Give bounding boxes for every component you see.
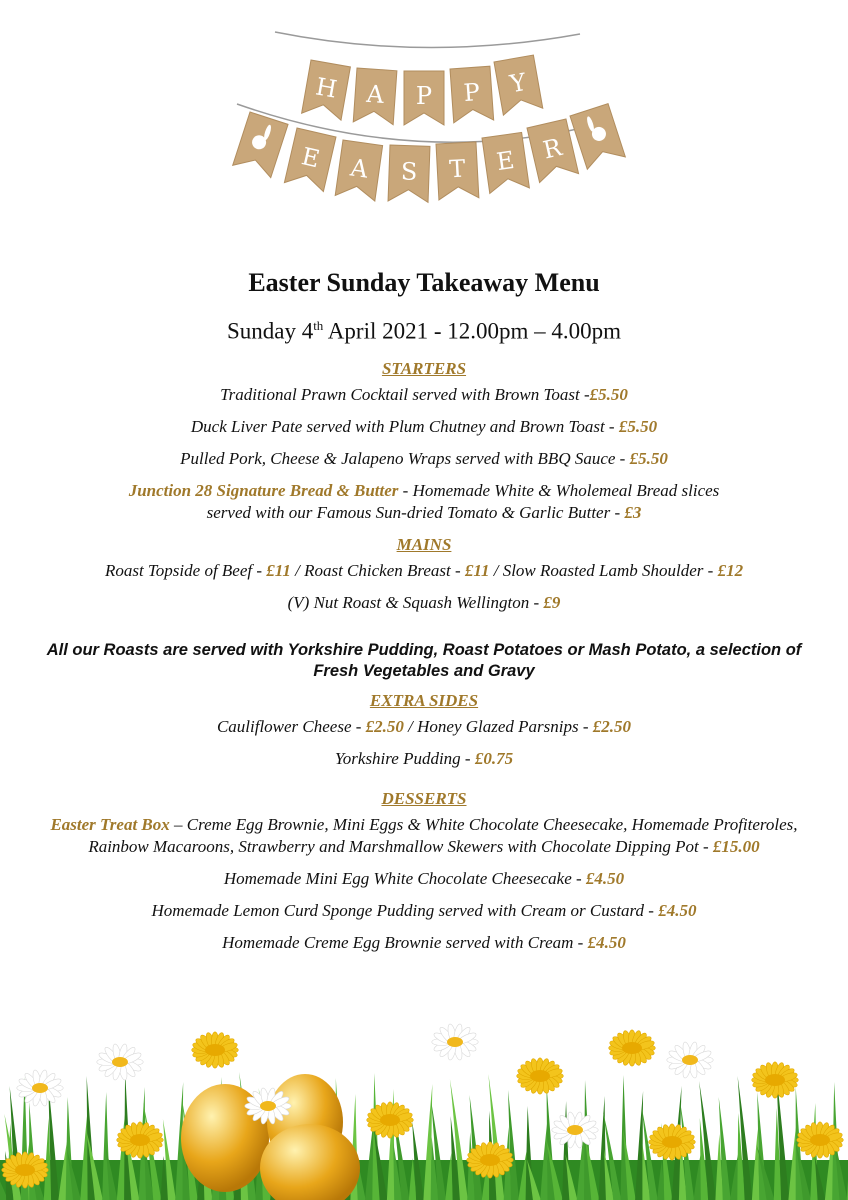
item-price: £11 xyxy=(266,560,291,580)
starters-heading: STARTERS xyxy=(381,358,467,378)
desserts-heading: DESSERTS xyxy=(381,788,467,808)
menu-item: Homemade Lemon Curd Sponge Pudding served with Cream or Custard - £4.50 xyxy=(151,900,697,920)
flag-letter: R xyxy=(540,133,565,165)
flag-letter: Y xyxy=(507,67,529,99)
item-price: £4.50 xyxy=(658,900,697,920)
menu-item: Roast Topside of Beef - £11 / Roast Chicken Breast - £11 / Slow Roasted Lamb Shoulder - £12 xyxy=(104,560,744,580)
grass-blade xyxy=(635,1091,643,1200)
menu-item: Homemade Creme Egg Brownie served with Cream - £4.50 xyxy=(222,932,626,952)
item-price: £5.50 xyxy=(618,416,658,436)
item-price: £15.00 xyxy=(712,836,760,856)
daisy-flower xyxy=(97,1043,143,1080)
flag-letter: T xyxy=(448,154,467,184)
daisy-flower xyxy=(667,1041,713,1078)
grass-flowers-eggs-decoration xyxy=(0,1010,848,1200)
item-price: £0.75 xyxy=(474,748,514,768)
flag-letter: A xyxy=(365,79,385,109)
item-price: £2.50 xyxy=(592,716,632,736)
dandelion-flower xyxy=(192,1032,239,1069)
flag-letter: E xyxy=(298,142,323,174)
menu-item-signature-bread: Junction 28 Signature Bread & Butter - Homemade White & Wholemeal Bread slices served with our Famous Sun-dried Tomato & Garlic Butter - £3 xyxy=(128,480,720,522)
menu-item: Duck Liver Pate served with Plum Chutney and Brown Toast - £5.50 xyxy=(190,416,658,436)
flag-letter: S xyxy=(400,157,418,186)
menu-date-time: Sunday 4th April 2021 - 12.00pm – 4.00pm xyxy=(226,318,622,344)
daisy-flower xyxy=(552,1111,598,1148)
menu-item: (V) Nut Roast & Squash Wellington - £9 xyxy=(287,592,561,612)
dandelion-flower xyxy=(517,1058,564,1095)
dandelion-flower xyxy=(752,1062,799,1099)
bunting-row-easter xyxy=(233,104,626,203)
item-price: £3 xyxy=(624,502,642,522)
item-price: £9 xyxy=(543,592,561,612)
menu-title: Easter Sunday Takeaway Menu xyxy=(248,268,600,297)
menu-item: Yorkshire Pudding - £0.75 xyxy=(334,748,514,768)
menu-item: Homemade Mini Egg White Chocolate Cheesecake - £4.50 xyxy=(223,868,625,888)
flag-letter: H xyxy=(313,72,340,104)
menu-content xyxy=(0,262,848,964)
menu-item: Pulled Pork, Cheese & Jalapeno Wraps served with BBQ Sauce - £5.50 xyxy=(180,448,668,468)
item-price: £5.50 xyxy=(629,448,668,468)
dandelion-flower xyxy=(649,1124,696,1161)
daisy-flower xyxy=(17,1069,63,1106)
dandelion-flower xyxy=(609,1030,656,1067)
bunting-row-happy xyxy=(302,55,543,125)
item-price: £2.50 xyxy=(365,716,404,736)
flag-letter: P xyxy=(415,82,433,110)
item-price: £12 xyxy=(717,560,744,580)
menu-item: Traditional Prawn Cocktail served with Brown Toast -£5.50 xyxy=(220,384,628,404)
roasts-note: All our Roasts are served with Yorkshire Pudding, Roast Potatoes or Mash Potato, a selection of Fresh Vegetables and Gravy xyxy=(46,640,802,680)
flag-letter: P xyxy=(462,78,481,108)
extra-sides-heading: EXTRA SIDES xyxy=(369,690,479,710)
happy-easter-bunting xyxy=(0,0,848,250)
menu-item: Cauliflower Cheese - £2.50 / Honey Glazed Parsnips - £2.50 xyxy=(216,716,632,736)
bunting-string xyxy=(275,32,580,48)
item-price: £11 xyxy=(464,560,490,580)
flag-letter: A xyxy=(348,153,370,184)
menu-item-easter-treat-box: Easter Treat Box – Creme Egg Brownie, Mini Eggs & White Chocolate Cheesecake, Homemade Profiteroles, Rainbow Macaroons, Strawberry and Marshmallow Skewers with Chocolate Dipping Pot - £15.00 xyxy=(50,814,798,856)
flag-letter: E xyxy=(494,145,517,177)
daisy-flower xyxy=(432,1023,478,1060)
item-price: £4.50 xyxy=(585,868,625,888)
item-price: £4.50 xyxy=(587,932,626,952)
item-price: £5.50 xyxy=(589,384,628,404)
mains-heading: MAINS xyxy=(396,534,452,554)
